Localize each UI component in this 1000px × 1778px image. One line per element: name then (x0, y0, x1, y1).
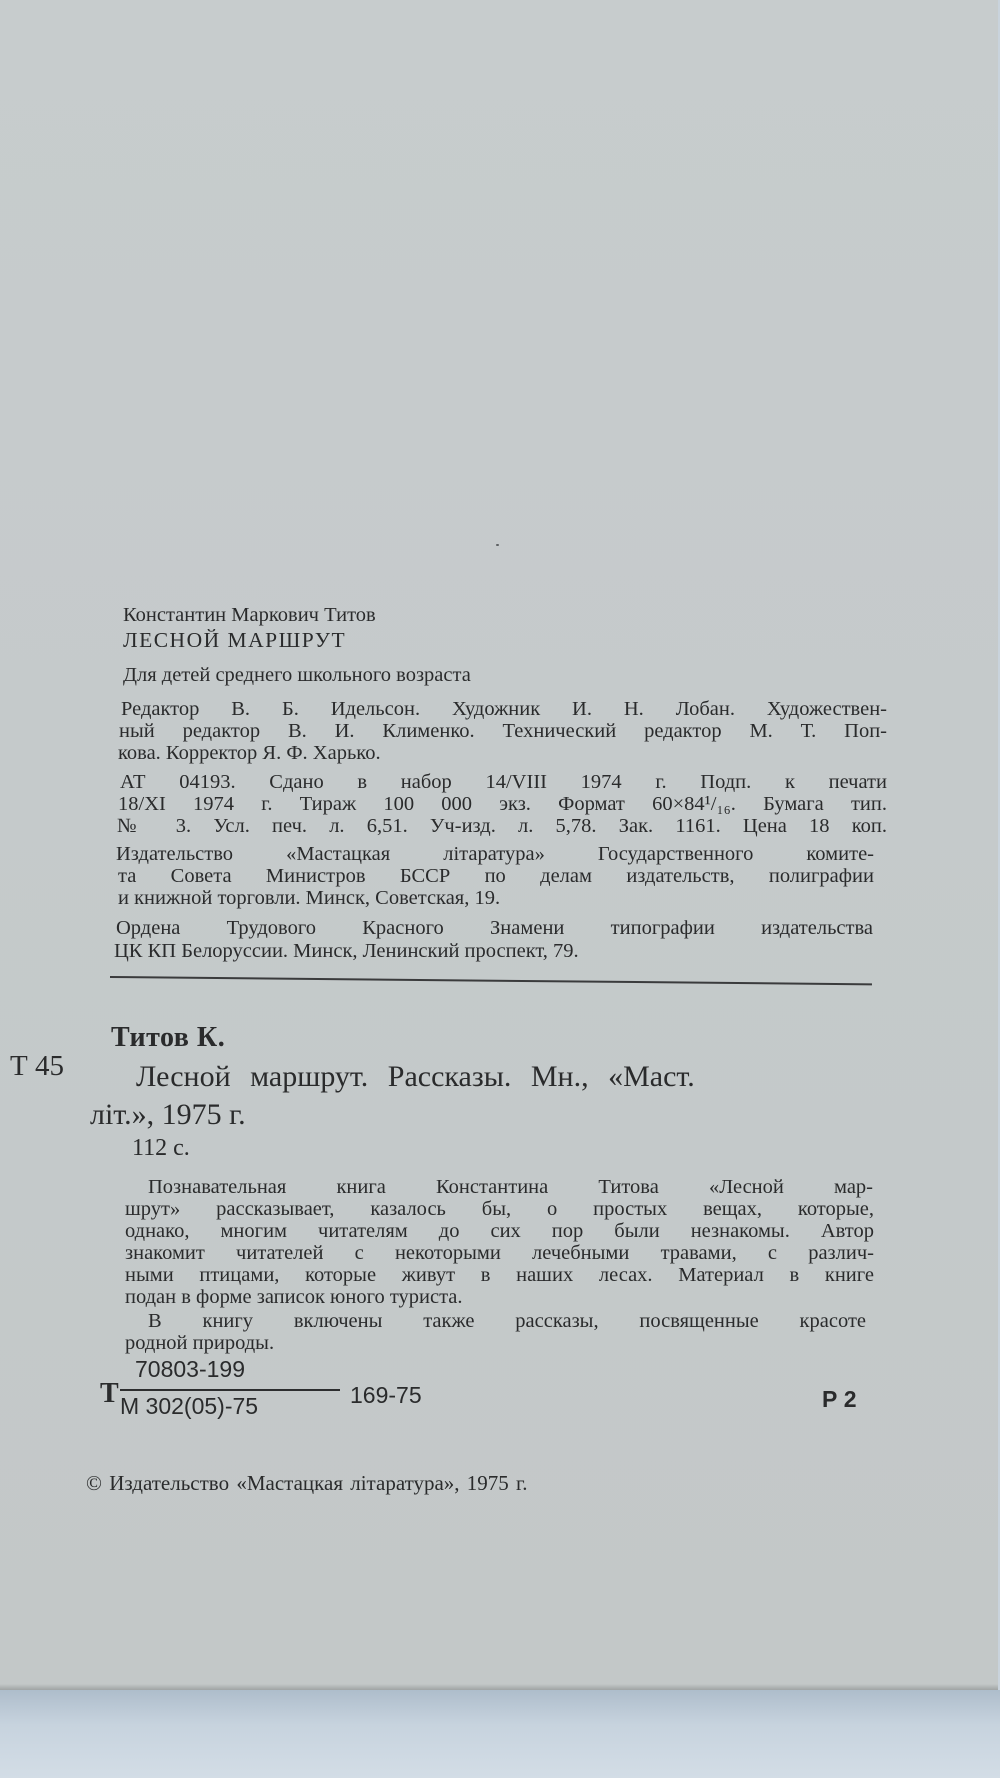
table-surface (0, 1690, 1000, 1778)
catalog-code: Т 45 (10, 1050, 64, 1082)
copyright-line: © Издательство «Мастацкая літаратура», 1975 г. (86, 1471, 528, 1495)
separator-rule (110, 976, 872, 985)
index-denominator: М 302(05)-75 (120, 1393, 259, 1419)
index-numerator: 70803-199 (135, 1356, 245, 1382)
annotation-line: подан в форме записок юного туриста. (125, 1286, 463, 1308)
annotation-line: однако, многим читателям до сих пор были незнакомы. Автор (125, 1220, 874, 1242)
catalog-title-line: Лесной маршрут. Рассказы. Мн., «Маст. (136, 1060, 695, 1093)
publisher-line: Издательство «Мастацкая літаратура» Государственного комите- (116, 843, 874, 865)
annotation-line: ными птицами, которые живут в наших лесах. Материал в книге (125, 1264, 874, 1286)
catalog-pages: 112 с. (132, 1135, 190, 1161)
print-specs-line: АТ 04193. Сдано в набор 14/VIII 1974 г. Подп. к печати (120, 771, 887, 793)
annotation-line: В книгу включены также рассказы, посвященные красоте (148, 1310, 866, 1332)
print-specs-line: 18/XI 1974 г. Тираж 100 000 экз. Формат 60×84¹/₁₆. Бумага тип. (118, 793, 887, 815)
index-letter: Т (100, 1378, 119, 1409)
imprint-credits-line: кова. Корректор Я. Ф. Харько. (118, 742, 381, 764)
catalog-title-line: літ.», 1975 г. (90, 1098, 246, 1131)
imprint-audience: Для детей среднего школьного возраста (123, 664, 471, 686)
publisher-line: и книжной торговли. Минск, Советская, 19. (118, 887, 501, 909)
annotation-line: шрут» рассказывает, казалось бы, о простых вещах, которые, (125, 1198, 874, 1220)
classification-code: Р 2 (822, 1386, 857, 1412)
printer-line: Ордена Трудового Красного Знамени типографии издательства (116, 917, 873, 939)
imprint-author: Константин Маркович Титов (123, 604, 376, 626)
annotation-line: Познавательная книга Константина Титова «Лесной мар- (148, 1176, 873, 1198)
imprint-title: ЛЕСНОЙ МАРШРУТ (123, 628, 347, 652)
catalog-heading: Титов К. (111, 1022, 226, 1053)
index-suffix: 169-75 (350, 1382, 422, 1408)
publisher-line: та Совета Министров БССР по делам издательств, полиграфии (118, 865, 874, 887)
annotation-line: знакомит читателей с некоторыми лечебными травами, с различ- (125, 1242, 874, 1264)
printer-line: ЦК КП Белоруссии. Минск, Ленинский проспект, 79. (114, 940, 579, 962)
ink-speck (496, 544, 499, 546)
imprint-credits-line: Редактор В. Б. Идельсон. Художник И. Н. Лобан. Художествен- (121, 698, 887, 720)
annotation-line: родной природы. (125, 1332, 275, 1354)
print-specs-line: № 3. Усл. печ. л. 6,51. Уч-изд. л. 5,78. Зак. 1161. Цена 18 коп. (117, 815, 887, 837)
index-fraction-bar (120, 1389, 340, 1391)
imprint-credits-line: ный редактор В. И. Клименко. Технический редактор М. Т. Поп- (119, 720, 887, 742)
